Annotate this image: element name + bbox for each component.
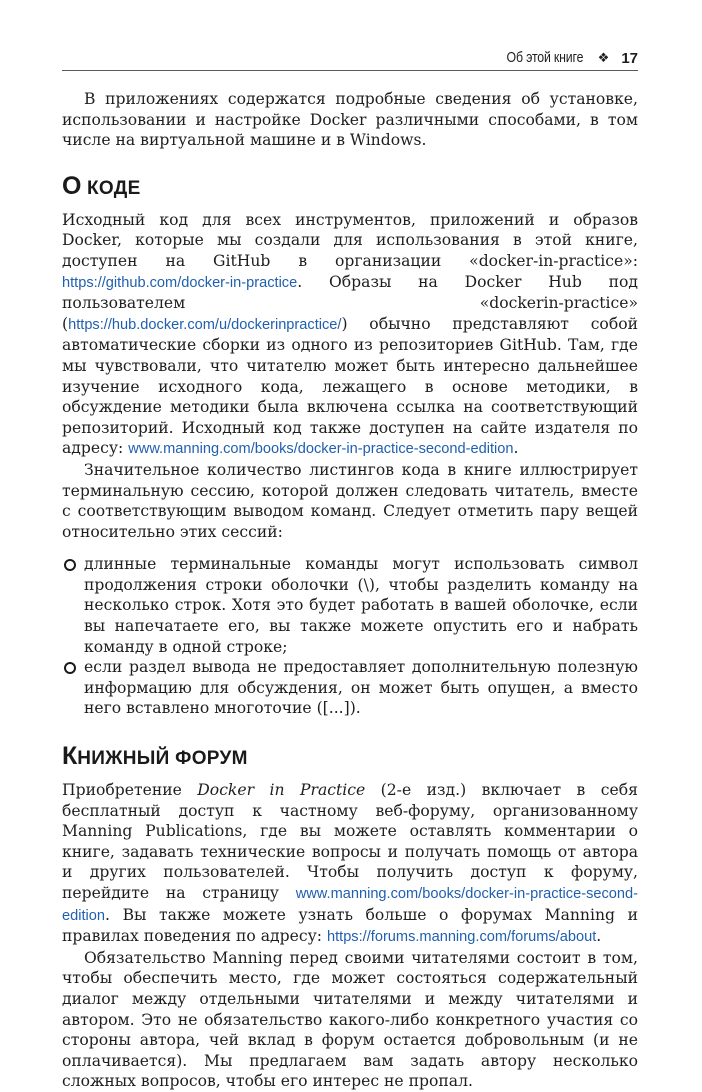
page-content	[62, 89, 638, 1092]
sessions-list	[62, 554, 638, 719]
code-paragraph-1: Исходный код для всех инструментов, приложений и образов Docker, которые мы создали для использования в этой книге, доступен на GitHub в организации «docker-in-practice»: https://github.com/docker-in-practice. Образы на Docker Hub под пользователем «dockerin-practice» (https://hub.docker.com/u/dockerinpractice/) обычно представляют собой автоматические сборки из одного из репозиториев GitHub. Там, где мы чувствовали, что читателю может быть интересно дальнейшее изучение исходного кода, лежащего в основе методики, в обсуждение методики была включена ссылка на соответствующий репозиторий. Исходный код также доступен на сайте издателя по адресу: www.manning.com/books/docker-in-practice-second-edition.	[62, 210, 638, 458]
ornament-icon: ❖	[597, 50, 610, 65]
list-item: длинные терминальные команды могут использовать символ продолжения строки оболочки (\), чтобы разделить команду на несколько строк. Хотя это будет работать в вашей оболочке, если вы напечатаете его, вы также можете опустить его и набрать команду в одной строке;	[62, 554, 638, 657]
intro-paragraph: В приложениях содержатся подробные сведения об установке, использовании и настройке Docker различными способами, в том числе на виртуальной машине и в Windows.	[62, 90, 638, 150]
book-title: Docker in Practice	[197, 781, 366, 800]
github-link[interactable]: https://github.com/docker-in-practice	[62, 274, 298, 291]
forum-about-link[interactable]: https://forums.manning.com/forums/about	[326, 929, 597, 946]
section-heading-code: О КОДЕ	[62, 171, 141, 200]
circle-bullet-icon	[64, 559, 76, 571]
circle-bullet-icon	[64, 662, 76, 674]
forum-paragraph-1: Приобретение Docker in Practice (2-е изд.) включает в себя бесплатный доступ к частному веб-форуму, организованному Manning Publications, где вы можете оставлять комментарии о книге, задавать технические вопросы и получать помощь от автора и других пользователей. Чтобы получить доступ к форуму, перейдите на страницу www.manning.com/books/docker-in-practice-second-edition. Вы также можете узнать больше о форумах Manning и правилах поведения по адресу: https://forums.manning.com/forums/about.	[62, 781, 638, 946]
running-header	[62, 46, 638, 71]
manning-book-link[interactable]: www.manning.com/books/docker-in-practice-second-edition	[62, 886, 638, 924]
forum-paragraph-2: Обязательство Manning перед своими читателями состоит в том, чтобы обеспечить место, где может состояться содержательный диалог между отдельными читателями и между читателями и автором. Это не обязательство какого-либо конкретного участия со стороны автора, чей вклад в форум остается добровольным (и не оплачивается). Мы предлагаем вам задать автору несколько сложных вопросов, чтобы его интерес не пропал.	[62, 948, 638, 1091]
list-item: если раздел вывода не предоставляет дополнительную полезную информацию для обсуждения, он может быть опущен, а вместо него вставлено многоточие ([...]).	[62, 657, 638, 719]
manning-book-link[interactable]: www.manning.com/books/docker-in-practice-second-edition	[128, 441, 514, 458]
dockerhub-link[interactable]: https://hub.docker.com/u/dockerinpractice/	[68, 316, 342, 333]
page-number: 17	[621, 49, 638, 67]
chapter-title: Об этой книге	[506, 50, 584, 66]
code-paragraph-2: Значительное количество листингов кода в книге иллюстрирует терминальную сессию, которой должен следовать читатель, вместе с соответствующим выводом команд. Следует отметить пару вещей относительно этих сессий:	[62, 460, 638, 541]
section-heading-forum: КНИЖНЫЙ ФОРУМ	[62, 742, 248, 771]
